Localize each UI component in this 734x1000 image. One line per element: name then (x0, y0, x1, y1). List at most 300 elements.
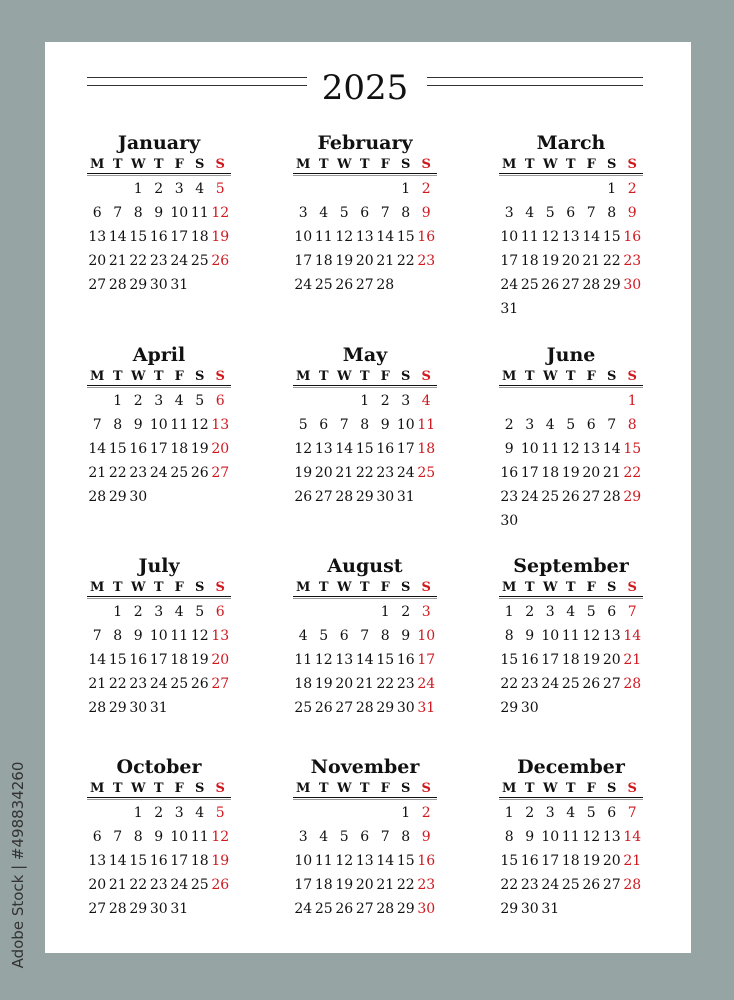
day: 30 (500, 513, 519, 529)
day: 4 (525, 205, 535, 221)
day: 31 (149, 700, 168, 716)
day: 22 (129, 253, 148, 269)
day: 22 (129, 877, 148, 893)
day: 10 (500, 229, 519, 245)
day: 6 (607, 604, 617, 620)
weekday-header: S (210, 579, 231, 597)
day: 22 (500, 676, 519, 692)
empty-cell (520, 177, 541, 201)
day: 1 (360, 393, 370, 409)
day: 11 (190, 829, 209, 845)
empty-cell (108, 177, 129, 201)
day: 1 (401, 181, 411, 197)
month-name: December (517, 756, 625, 778)
day: 3 (545, 604, 555, 620)
month-april (87, 342, 231, 509)
month-january (87, 130, 231, 297)
weekday-header: S (396, 780, 417, 798)
sunday-day: 13 (211, 628, 230, 644)
sunday-day: 2 (421, 181, 431, 197)
day: 19 (190, 652, 209, 668)
day: 18 (561, 853, 580, 869)
day: 13 (561, 229, 580, 245)
empty-cell (293, 600, 314, 624)
weekday-header: M (293, 156, 314, 174)
day: 11 (294, 652, 313, 668)
day: 19 (582, 853, 601, 869)
day: 25 (314, 277, 333, 293)
day: 8 (607, 205, 617, 221)
month-june (499, 342, 643, 533)
day: 20 (355, 877, 374, 893)
sunday-day: 9 (421, 829, 431, 845)
day: 29 (355, 489, 374, 505)
day: 9 (133, 628, 143, 644)
day: 28 (376, 277, 395, 293)
sunday-day: 26 (211, 877, 230, 893)
weekday-header: M (293, 368, 314, 386)
month-name: November (310, 756, 420, 778)
day: 29 (129, 901, 148, 917)
day: 24 (541, 877, 560, 893)
day: 15 (129, 229, 148, 245)
sunday-day: 23 (417, 253, 436, 269)
day: 15 (355, 441, 374, 457)
day: 10 (170, 205, 189, 221)
weekday-header: S (190, 156, 211, 174)
day: 29 (108, 700, 127, 716)
day: 4 (174, 604, 184, 620)
day: 7 (360, 628, 370, 644)
weekday-header: S (602, 579, 623, 597)
weekday-header: W (540, 780, 561, 798)
month-may (293, 342, 437, 509)
weekday-header: S (210, 368, 231, 386)
day-grid (293, 780, 437, 921)
watermark-text: Adobe Stock | #498834260 (9, 761, 27, 969)
weekday-header: W (128, 780, 149, 798)
day: 29 (108, 489, 127, 505)
day: 5 (586, 604, 596, 620)
month-name: September (513, 555, 629, 577)
weekday-header: F (581, 579, 602, 597)
month-november (293, 754, 437, 921)
day: 25 (170, 676, 189, 692)
empty-cell (375, 177, 396, 201)
day: 30 (149, 277, 168, 293)
weekday-header: S (396, 579, 417, 597)
day: 18 (170, 441, 189, 457)
day: 7 (92, 628, 102, 644)
day: 15 (108, 652, 127, 668)
day: 26 (314, 700, 333, 716)
empty-cell (581, 177, 602, 201)
sunday-day: 17 (417, 652, 436, 668)
day: 20 (602, 853, 621, 869)
day: 23 (396, 676, 415, 692)
day: 22 (108, 465, 127, 481)
day: 19 (294, 465, 313, 481)
sunday-day: 29 (623, 489, 642, 505)
day: 2 (133, 393, 143, 409)
day: 17 (170, 229, 189, 245)
day: 8 (133, 205, 143, 221)
day: 21 (582, 253, 601, 269)
day: 2 (504, 417, 514, 433)
day: 29 (602, 277, 621, 293)
day: 3 (174, 805, 184, 821)
weekday-header: W (334, 780, 355, 798)
weekday-header: S (416, 579, 437, 597)
weekday-header: T (561, 156, 582, 174)
day: 12 (190, 417, 209, 433)
empty-cell (87, 801, 108, 825)
day: 4 (319, 829, 329, 845)
day: 29 (129, 277, 148, 293)
sunday-day: 20 (211, 652, 230, 668)
day: 20 (355, 253, 374, 269)
day: 1 (607, 181, 617, 197)
day: 22 (376, 676, 395, 692)
day: 13 (602, 829, 621, 845)
sunday-day: 24 (417, 676, 436, 692)
day: 8 (504, 628, 514, 644)
sunday-day: 14 (623, 829, 642, 845)
weekday-header: M (499, 579, 520, 597)
day: 3 (154, 393, 164, 409)
weekday-header: T (108, 156, 129, 174)
weekday-header: W (334, 156, 355, 174)
day: 18 (294, 676, 313, 692)
day: 27 (355, 901, 374, 917)
weekday-header: T (355, 368, 376, 386)
empty-cell (602, 389, 623, 413)
day: 21 (376, 877, 395, 893)
empty-cell (355, 600, 376, 624)
day: 26 (294, 489, 313, 505)
weekday-header: M (499, 156, 520, 174)
day: 21 (88, 465, 107, 481)
day: 30 (129, 489, 148, 505)
day: 5 (298, 417, 308, 433)
day: 11 (170, 628, 189, 644)
sunday-day: 27 (211, 676, 230, 692)
sunday-day: 7 (627, 604, 637, 620)
day: 15 (602, 229, 621, 245)
weekday-header: T (314, 579, 335, 597)
day: 21 (88, 676, 107, 692)
day: 8 (380, 628, 390, 644)
weekday-header: S (416, 368, 437, 386)
day: 8 (133, 829, 143, 845)
weekday-header: T (314, 156, 335, 174)
day: 31 (541, 901, 560, 917)
month-name: August (327, 555, 403, 577)
weekday-header: W (540, 368, 561, 386)
day: 20 (561, 253, 580, 269)
day: 25 (294, 700, 313, 716)
day: 3 (545, 805, 555, 821)
day: 5 (195, 393, 205, 409)
day: 28 (602, 489, 621, 505)
day: 23 (129, 676, 148, 692)
month-september (499, 553, 643, 720)
day: 29 (500, 700, 519, 716)
day: 9 (525, 829, 535, 845)
calendar-sheet (45, 42, 691, 953)
day: 24 (294, 901, 313, 917)
empty-cell (520, 389, 541, 413)
day: 19 (314, 676, 333, 692)
empty-cell (355, 801, 376, 825)
sunday-day: 2 (627, 181, 637, 197)
day-grid (87, 368, 231, 509)
empty-cell (87, 177, 108, 201)
month-december (499, 754, 643, 921)
day: 27 (602, 877, 621, 893)
day: 19 (335, 877, 354, 893)
month-name: June (546, 344, 596, 366)
sunday-day: 22 (623, 465, 642, 481)
day: 30 (129, 700, 148, 716)
day: 5 (339, 829, 349, 845)
day: 9 (504, 441, 514, 457)
weekday-header: S (190, 368, 211, 386)
day: 27 (88, 277, 107, 293)
day: 26 (582, 877, 601, 893)
weekday-header: T (561, 579, 582, 597)
day: 6 (566, 205, 576, 221)
weekday-header: T (520, 368, 541, 386)
day: 25 (314, 901, 333, 917)
sunday-day: 1 (627, 393, 637, 409)
day: 1 (113, 393, 123, 409)
day: 29 (396, 901, 415, 917)
day: 22 (108, 676, 127, 692)
empty-cell (87, 600, 108, 624)
day: 2 (154, 805, 164, 821)
weekday-header: F (375, 780, 396, 798)
day: 14 (355, 652, 374, 668)
sunday-day: 21 (623, 652, 642, 668)
day: 6 (586, 417, 596, 433)
day: 24 (170, 253, 189, 269)
day: 27 (335, 700, 354, 716)
day: 21 (108, 877, 127, 893)
day: 8 (113, 628, 123, 644)
day: 16 (129, 652, 148, 668)
day: 12 (541, 229, 560, 245)
sunday-day: 21 (623, 853, 642, 869)
day: 7 (92, 417, 102, 433)
empty-cell (540, 177, 561, 201)
day: 7 (113, 829, 123, 845)
day: 28 (88, 489, 107, 505)
day: 18 (561, 652, 580, 668)
day: 6 (360, 829, 370, 845)
empty-cell (375, 801, 396, 825)
day: 12 (335, 853, 354, 869)
day: 7 (380, 829, 390, 845)
month-february (293, 130, 437, 297)
empty-cell (334, 600, 355, 624)
day: 16 (396, 652, 415, 668)
day: 4 (566, 805, 576, 821)
day: 2 (525, 805, 535, 821)
day: 23 (376, 465, 395, 481)
stock-watermark (5, 755, 31, 975)
empty-cell (581, 389, 602, 413)
month-october (87, 754, 231, 921)
day: 20 (88, 877, 107, 893)
weekday-header: F (169, 156, 190, 174)
day: 2 (401, 604, 411, 620)
weekday-header: M (87, 156, 108, 174)
day: 8 (401, 205, 411, 221)
day: 17 (149, 652, 168, 668)
month-july (87, 553, 231, 720)
day: 11 (314, 853, 333, 869)
empty-cell (314, 389, 335, 413)
day: 25 (561, 676, 580, 692)
day: 23 (129, 465, 148, 481)
day: 28 (108, 901, 127, 917)
sunday-day: 5 (215, 805, 225, 821)
day: 1 (133, 805, 143, 821)
day: 7 (380, 205, 390, 221)
day: 25 (170, 465, 189, 481)
sunday-day: 19 (211, 229, 230, 245)
day-grid (499, 368, 643, 533)
day: 9 (525, 628, 535, 644)
sunday-day: 19 (211, 853, 230, 869)
empty-cell (334, 801, 355, 825)
day: 24 (149, 465, 168, 481)
year-header (87, 68, 643, 112)
weekday-header: F (375, 368, 396, 386)
day: 27 (355, 277, 374, 293)
day: 16 (149, 229, 168, 245)
day: 13 (335, 652, 354, 668)
day: 6 (360, 205, 370, 221)
day: 16 (376, 441, 395, 457)
sunday-day: 23 (623, 253, 642, 269)
day-grid (499, 156, 643, 321)
sunday-day: 16 (417, 229, 436, 245)
day: 21 (335, 465, 354, 481)
day: 24 (294, 277, 313, 293)
weekday-header: M (499, 368, 520, 386)
weekday-header: M (87, 780, 108, 798)
empty-cell (314, 600, 335, 624)
day: 3 (174, 181, 184, 197)
day: 30 (520, 901, 539, 917)
day: 17 (294, 877, 313, 893)
day: 23 (520, 877, 539, 893)
day: 28 (376, 901, 395, 917)
day: 5 (586, 805, 596, 821)
sunday-day: 31 (417, 700, 436, 716)
day: 13 (88, 229, 107, 245)
day: 12 (582, 628, 601, 644)
day: 16 (500, 465, 519, 481)
day: 12 (335, 229, 354, 245)
weekday-header: M (87, 368, 108, 386)
day: 26 (190, 465, 209, 481)
day: 13 (314, 441, 333, 457)
day: 8 (113, 417, 123, 433)
weekday-header: F (375, 156, 396, 174)
weekday-header: T (108, 579, 129, 597)
day: 7 (607, 417, 617, 433)
day: 26 (582, 676, 601, 692)
weekday-header: M (293, 579, 314, 597)
day: 13 (355, 229, 374, 245)
day: 27 (88, 901, 107, 917)
day: 17 (170, 853, 189, 869)
day: 24 (149, 676, 168, 692)
day: 11 (541, 441, 560, 457)
sunday-day: 15 (623, 441, 642, 457)
weekday-header: S (416, 780, 437, 798)
month-name: January (117, 132, 201, 154)
day: 28 (582, 277, 601, 293)
day: 24 (541, 676, 560, 692)
day: 11 (520, 229, 539, 245)
weekday-header: T (108, 780, 129, 798)
day-grid (87, 780, 231, 921)
day: 2 (380, 393, 390, 409)
day: 20 (335, 676, 354, 692)
day: 29 (500, 901, 519, 917)
day: 13 (582, 441, 601, 457)
day: 19 (582, 652, 601, 668)
sunday-day: 23 (417, 877, 436, 893)
day: 8 (360, 417, 370, 433)
day: 15 (396, 853, 415, 869)
day: 6 (339, 628, 349, 644)
day: 15 (376, 652, 395, 668)
day: 1 (504, 604, 514, 620)
sunday-day: 16 (623, 229, 642, 245)
day-grid (499, 579, 643, 720)
weekday-header: W (128, 368, 149, 386)
sunday-day: 30 (623, 277, 642, 293)
day: 3 (401, 393, 411, 409)
day: 15 (108, 441, 127, 457)
day: 27 (314, 489, 333, 505)
day: 30 (520, 700, 539, 716)
day: 31 (170, 277, 189, 293)
day: 30 (396, 700, 415, 716)
weekday-header: W (540, 579, 561, 597)
day: 29 (376, 700, 395, 716)
day: 27 (602, 676, 621, 692)
day: 19 (541, 253, 560, 269)
day: 4 (545, 417, 555, 433)
month-name: May (342, 344, 388, 366)
day: 15 (500, 652, 519, 668)
day: 14 (88, 652, 107, 668)
day: 3 (504, 205, 514, 221)
day: 12 (314, 652, 333, 668)
day: 20 (602, 652, 621, 668)
weekday-header: W (540, 156, 561, 174)
day: 24 (520, 489, 539, 505)
day: 17 (541, 652, 560, 668)
empty-cell (499, 389, 520, 413)
sunday-day: 16 (417, 853, 436, 869)
